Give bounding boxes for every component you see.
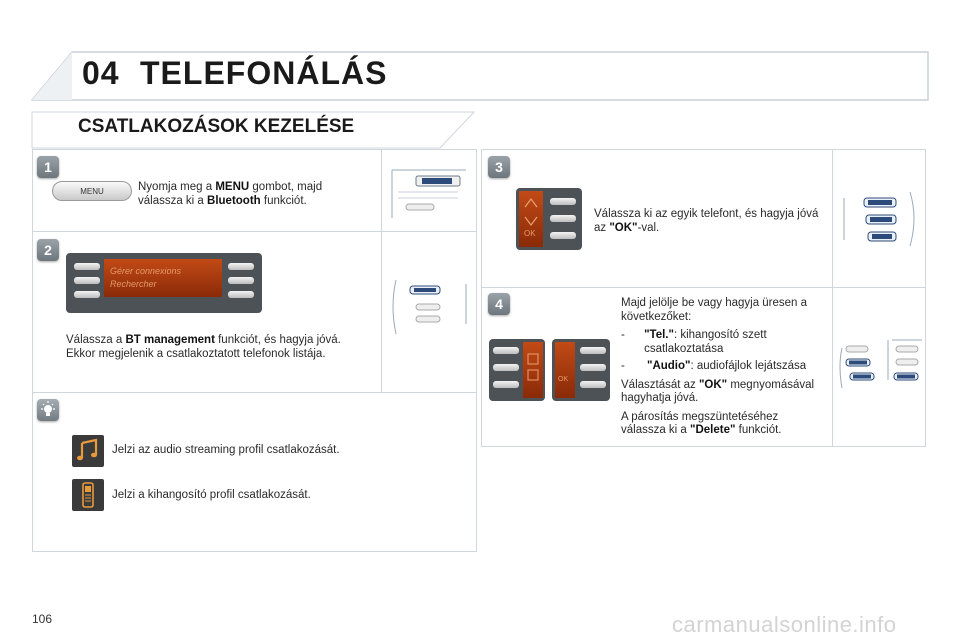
delete-text: A párosítás megszüntetéséhez válassza ki a "Delete" funkciót. [621,410,782,436]
preset-button [74,263,100,270]
step-badge-4: 4 [488,293,510,315]
radio-ok-display [516,188,582,250]
step-badge-3: 3 [488,156,510,178]
step-2-text: Válassza a BT management funkciót, és hagyja jóvá. Ekkor megjelenik a csatlakoztatott telefonok listája. [66,334,341,360]
preset-button [74,277,100,284]
lcd-line-1: Gérer connexions [110,266,182,276]
lcd-screen [519,191,543,247]
watermark: carmanualsonline.info [672,612,897,637]
preset-button [228,291,254,298]
divider [381,149,382,392]
preset-button [580,347,606,354]
preset-button [228,277,254,284]
radio-display [66,253,262,313]
lcd-line-2: Rechercher [110,279,157,289]
audio-tip-text: Jelzi az audio streaming profil csatlakozását. [112,444,340,456]
step-1-text: Nyomja meg a MENU gombot, majd válassza ki a Bluetooth funkciót. [138,181,323,207]
confirm-text: Választását az "OK" megnyomásával hagyhatja jóvá. [621,378,815,404]
divider [32,392,477,393]
mobile-phone-icon [72,479,104,511]
preset-button [493,381,519,388]
step-badge-1: 1 [37,156,59,178]
section-title: CSATLAKOZÁSOK KEZELÉSE [78,116,355,137]
preset-button [550,215,576,222]
ok-label: OK [524,229,536,238]
radio-display-left [489,339,545,401]
radio-menu-diagram [388,162,472,222]
buttons-diagram [838,336,924,398]
preset-button [580,381,606,388]
lcd-screen [555,342,575,398]
menu-key: MENU [52,181,132,201]
buttons-diagram [840,188,924,250]
preset-button [580,364,606,371]
music-note-icon [72,435,104,467]
step-badge-2: 2 [37,239,59,261]
preset-button [228,263,254,270]
preset-button [550,198,576,205]
option-audio: - "Audio": audiofájlok lejátszása [621,360,807,372]
divider [32,231,477,232]
ok-label: OK [558,376,569,383]
chapter-number: 04 [82,55,120,91]
preset-button [493,347,519,354]
step-4-text [621,297,826,438]
divider [481,287,926,288]
step-4-intro: Majd jelölje be vagy hagyja üresen a következőket: [621,297,808,323]
handsfree-tip-text: Jelzi a kihangosító profil csatlakozását. [112,489,311,501]
option-tel: - "Tel.": kihangosító szett csatlakoztatása [621,329,767,355]
step-3-text: Válassza ki az egyik telefont, és hagyja jóvá az "OK"-val. [594,208,819,234]
lcd-screen [104,259,222,297]
lightbulb-icon [37,399,59,421]
preset-button [74,291,100,298]
chapter-title: TELEFONÁLÁS [140,55,388,91]
divider [832,149,833,447]
page-number: 106 [32,612,53,626]
lcd-screen [523,342,543,398]
radio-display-right [552,339,610,401]
preset-button [550,232,576,239]
buttons-diagram [388,276,472,338]
preset-button [493,364,519,371]
